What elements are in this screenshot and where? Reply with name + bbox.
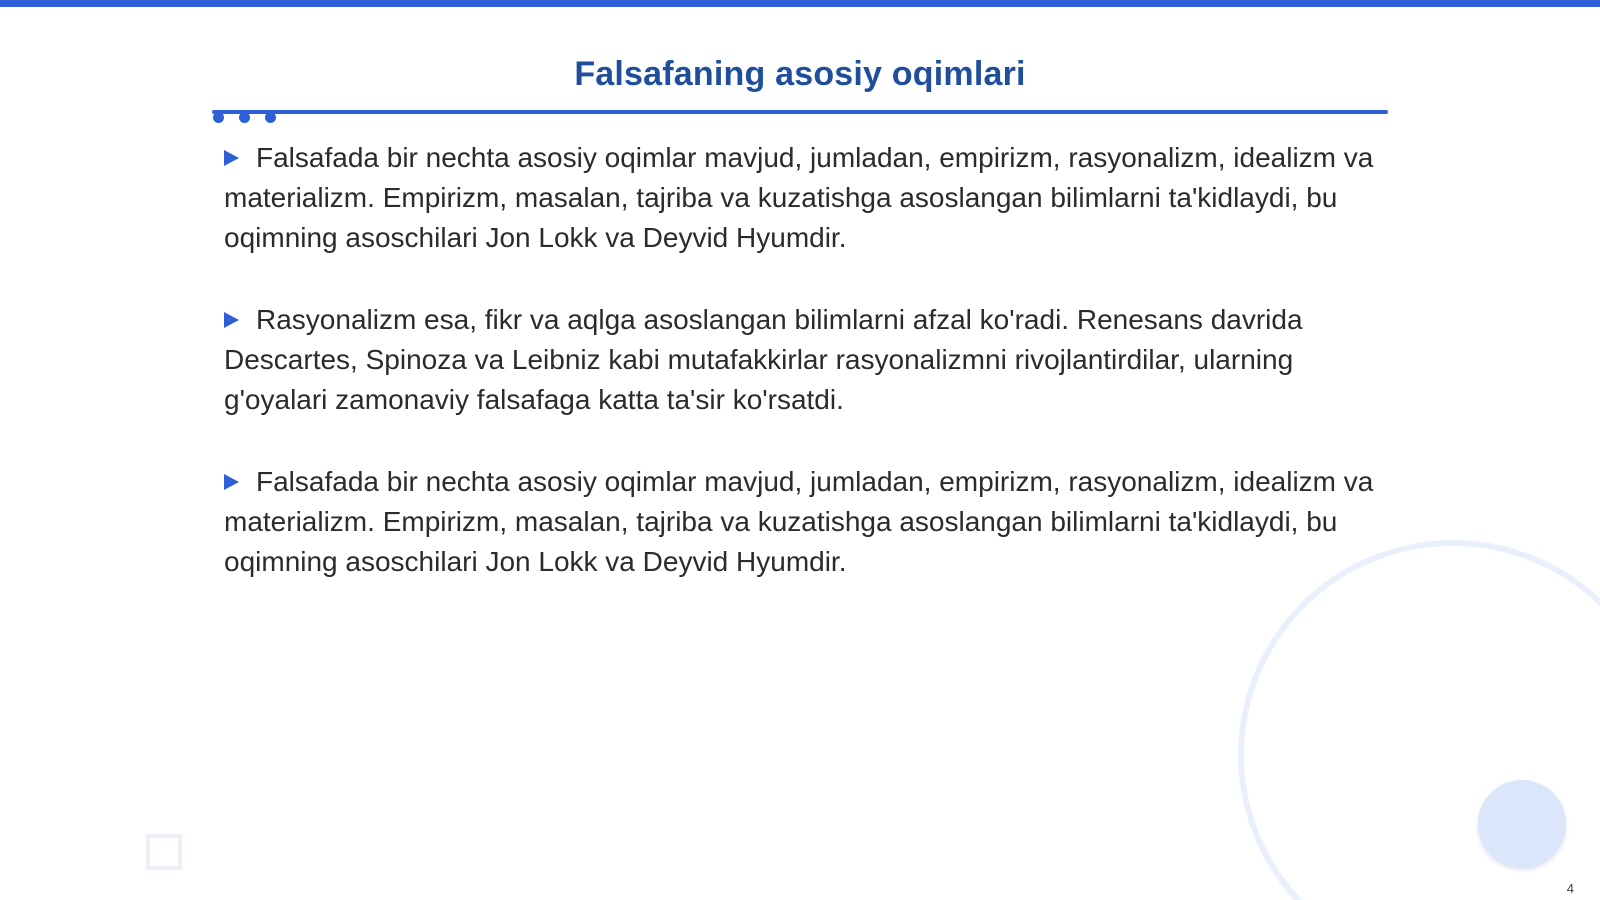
triangle-right-icon (224, 150, 239, 166)
triangle-right-icon (224, 312, 239, 328)
top-accent-bar (0, 0, 1600, 7)
bullet-text: Rasyonalizm esa, fikr va aqlga asoslangan bilimlarni afzal ko'radi. Renesans davrida Descartes, Spinoza va Leibniz kabi mutafakkirlar rasyonalizmni rivojlantirdilar, ularning g'oyalari zamonaviy falsafaga katta ta'sir ko'rsatdi. (224, 304, 1303, 415)
bullet-paragraph (224, 138, 1384, 258)
decorative-square (146, 834, 182, 870)
bullet-text: Falsafada bir nechta asosiy oqimlar mavjud, jumladan, empirizm, rasyonalizm, idealizm va materializm. Empirizm, masalan, tajriba va kuzatishga asoslangan bilimlarni ta'kidlaydi, bu oqimning asoschilari Jon Lokk va Deyvid Hyumdir. (224, 142, 1374, 253)
triangle-right-icon (224, 474, 239, 490)
title-underline (212, 110, 1388, 114)
underline-dot (213, 112, 224, 123)
slide-number: 4 (1566, 881, 1574, 896)
bullet-text: Falsafada bir nechta asosiy oqimlar mavjud, jumladan, empirizm, rasyonalizm, idealizm va materializm. Empirizm, masalan, tajriba va kuzatishga asoslangan bilimlarni ta'kidlaydi, bu oqimning asoschilari Jon Lokk va Deyvid Hyumdir. (224, 466, 1374, 577)
underline-dot (265, 112, 276, 123)
decorative-circle (1478, 780, 1566, 868)
slide-title: Falsafaning asosiy oqimlari (574, 55, 1026, 93)
underline-dot (239, 112, 250, 123)
bullet-list (224, 138, 1384, 624)
bullet-paragraph (224, 462, 1384, 582)
bullet-paragraph (224, 300, 1384, 420)
